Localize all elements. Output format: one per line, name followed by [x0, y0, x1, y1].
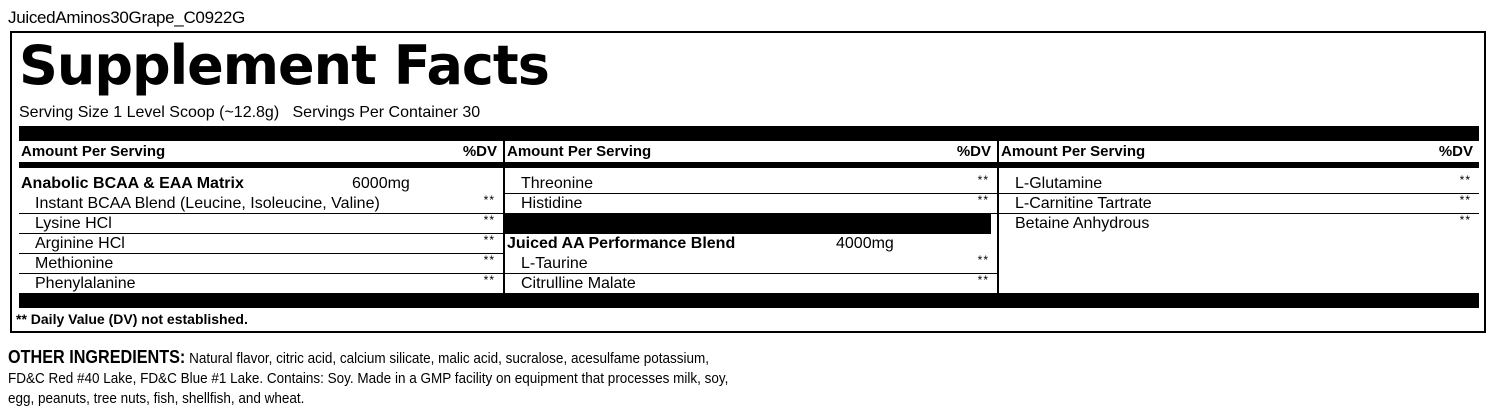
dv-label: %DV — [1438, 143, 1473, 160]
ingredient-dv: ** — [483, 193, 495, 207]
ingredient-dv: ** — [977, 173, 989, 187]
ingredient-row — [19, 214, 503, 234]
amount-per-serving-label: Amount Per Serving — [1001, 143, 1146, 160]
ingredient-dv: ** — [1459, 193, 1471, 207]
dv-label: %DV — [956, 143, 991, 160]
ingredient-row — [999, 194, 1479, 214]
column-2-rows — [505, 174, 997, 294]
blend-amount: 4000mg — [836, 235, 894, 252]
top-divider-bar — [19, 126, 1479, 141]
blend-name: Anabolic BCAA & EAA Matrix — [21, 175, 244, 192]
ingredient-row — [19, 274, 503, 294]
amount-per-serving-label: Amount Per Serving — [21, 143, 166, 160]
ingredient-name: Citrulline Malate — [521, 275, 636, 292]
bottom-divider-bar — [19, 293, 1479, 308]
dv-footnote: ** Daily Value (DV) not established. — [16, 311, 248, 327]
ingredient-name: L-Taurine — [521, 255, 588, 272]
dv-label: %DV — [462, 143, 497, 160]
ingredient-name: Lysine HCl — [35, 215, 112, 232]
ingredient-name: Betaine Anhydrous — [1015, 215, 1150, 232]
file-name: JuicedAminos30Grape_C0922G — [8, 8, 245, 27]
ingredient-dv: ** — [483, 233, 495, 247]
column-1-rows — [19, 174, 503, 294]
ingredient-name: Histidine — [521, 195, 583, 212]
ingredient-name: Instant BCAA Blend (Leucine, Isoleucine, Valine) — [35, 195, 380, 212]
ingredient-row — [505, 274, 997, 294]
ingredient-name: L-Glutamine — [1015, 175, 1103, 192]
ingredient-row — [505, 194, 997, 214]
ingredient-dv: ** — [977, 253, 989, 267]
blend-amount: 6000mg — [352, 175, 410, 192]
section-divider-bar — [505, 214, 991, 234]
ingredient-row — [505, 174, 997, 194]
ingredient-row — [19, 254, 503, 274]
ingredient-row — [999, 174, 1479, 194]
ingredient-dv: ** — [977, 273, 989, 287]
ingredient-name: Methionine — [35, 255, 114, 272]
ingredient-dv: ** — [483, 253, 495, 267]
ingredient-dv: ** — [1459, 173, 1471, 187]
other-ingredients-label: OTHER INGREDIENTS: — [8, 347, 186, 367]
other-ingredients — [8, 347, 746, 409]
supplement-facts-panel — [10, 31, 1486, 333]
column-2 — [505, 141, 999, 293]
servings-per-container: Servings Per Container 30 — [292, 104, 481, 121]
ingredient-name: Arginine HCl — [35, 235, 125, 252]
ingredient-dv: ** — [483, 213, 495, 227]
amount-per-serving-label: Amount Per Serving — [507, 143, 652, 160]
ingredient-name: Threonine — [521, 175, 594, 192]
ingredient-name: Phenylalanine — [35, 275, 136, 292]
serving-size: Serving Size 1 Level Scoop (~12.8g) — [19, 104, 280, 121]
blend-row — [505, 234, 997, 254]
ingredient-dv: ** — [1459, 213, 1471, 227]
other-ingredients-text: Natural flavor, citric acid, calcium silicate, malic acid, sucralose, acesulfame potassium, FD&C Red #40 Lake, FD&C Blue #1 Lake. Contains: Soy. Made in a GMP facility on equipment that processes milk, soy, egg, peanuts, tree nuts, fish, shellfish, and wheat. — [8, 350, 729, 407]
ingredient-name: L-Carnitine Tartrate — [1015, 195, 1152, 212]
blend-name: Juiced AA Performance Blend — [507, 235, 736, 252]
column-header — [19, 141, 503, 168]
panel-title: Supplement Facts — [19, 34, 549, 97]
serving-info — [19, 103, 480, 122]
column-header — [505, 141, 997, 168]
ingredient-row — [19, 194, 503, 214]
column-header — [999, 141, 1479, 168]
column-1 — [19, 141, 505, 293]
ingredient-row — [19, 234, 503, 254]
ingredient-dv: ** — [483, 273, 495, 287]
blend-row — [19, 174, 503, 194]
column-3 — [999, 141, 1479, 293]
column-3-rows — [999, 174, 1479, 234]
ingredient-row — [999, 214, 1479, 234]
ingredient-row — [505, 254, 997, 274]
ingredient-dv: ** — [977, 193, 989, 207]
